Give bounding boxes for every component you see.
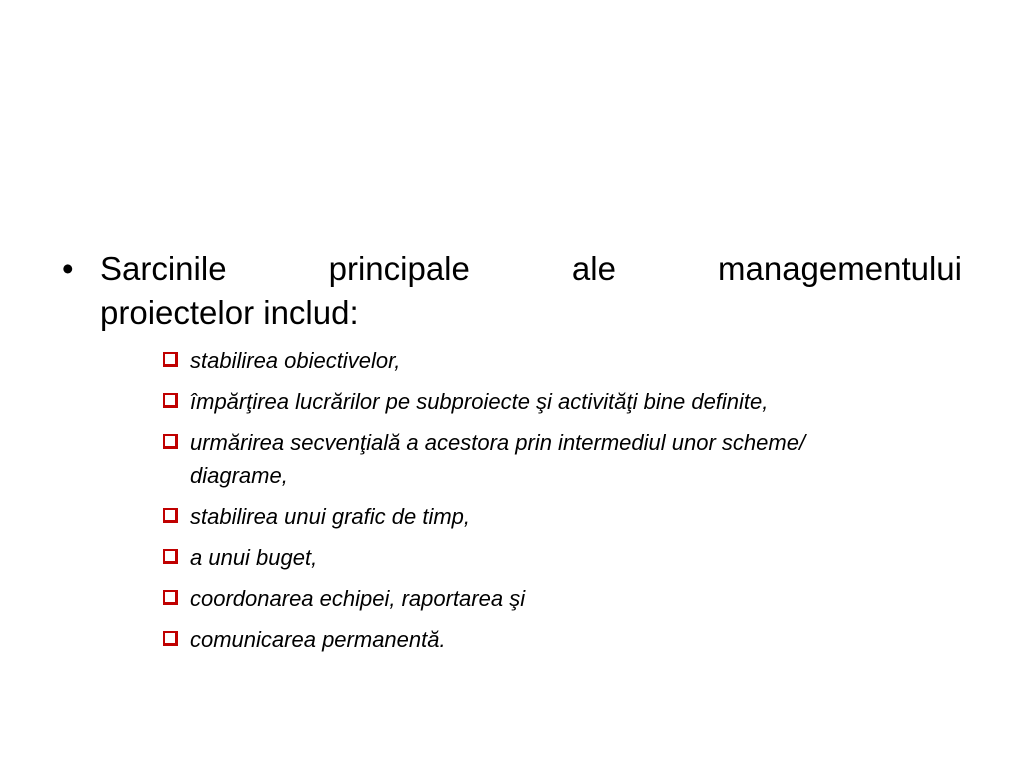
list-item <box>163 541 983 574</box>
checkbox-bullet-icon <box>163 508 178 523</box>
main-bullet <box>62 247 962 335</box>
main-word: principale <box>328 250 470 287</box>
list-item-text: stabilirea unui grafic de timp, <box>190 504 471 529</box>
checkbox-bullet-icon <box>163 590 178 605</box>
list-item-text: stabilirea obiectivelor, <box>190 348 401 373</box>
main-bullet-line-1 <box>100 247 962 291</box>
list-item-text: urmărirea secvenţială a acestora prin intermediul unor scheme/ diagrame, <box>190 430 806 488</box>
list-item-text: a unui buget, <box>190 545 318 570</box>
bullet-dot-icon: • <box>62 250 74 287</box>
main-word: ale <box>571 250 616 287</box>
list-item <box>163 623 983 656</box>
main-bullet-line-2: proiectelor includ: <box>100 294 359 331</box>
list-item-text: împărţirea lucrărilor pe subproiecte şi activităţi bine definite, <box>190 389 769 414</box>
list-item <box>163 344 983 377</box>
list-item <box>163 500 983 533</box>
checkbox-bullet-icon <box>163 631 178 646</box>
checkbox-bullet-icon <box>163 393 178 408</box>
list-item-text: comunicarea permanentă. <box>190 627 446 652</box>
checkbox-bullet-icon <box>163 434 178 449</box>
main-word: managementului <box>718 250 962 287</box>
sub-bullet-list <box>163 344 983 664</box>
checkbox-bullet-icon <box>163 352 178 367</box>
main-bullet-text <box>100 247 962 335</box>
list-item-text: coordonarea echipei, raportarea şi <box>190 586 526 611</box>
list-item <box>163 582 983 615</box>
checkbox-bullet-icon <box>163 549 178 564</box>
main-word: Sarcinile <box>100 250 227 287</box>
list-item <box>163 385 983 418</box>
list-item <box>163 426 983 492</box>
